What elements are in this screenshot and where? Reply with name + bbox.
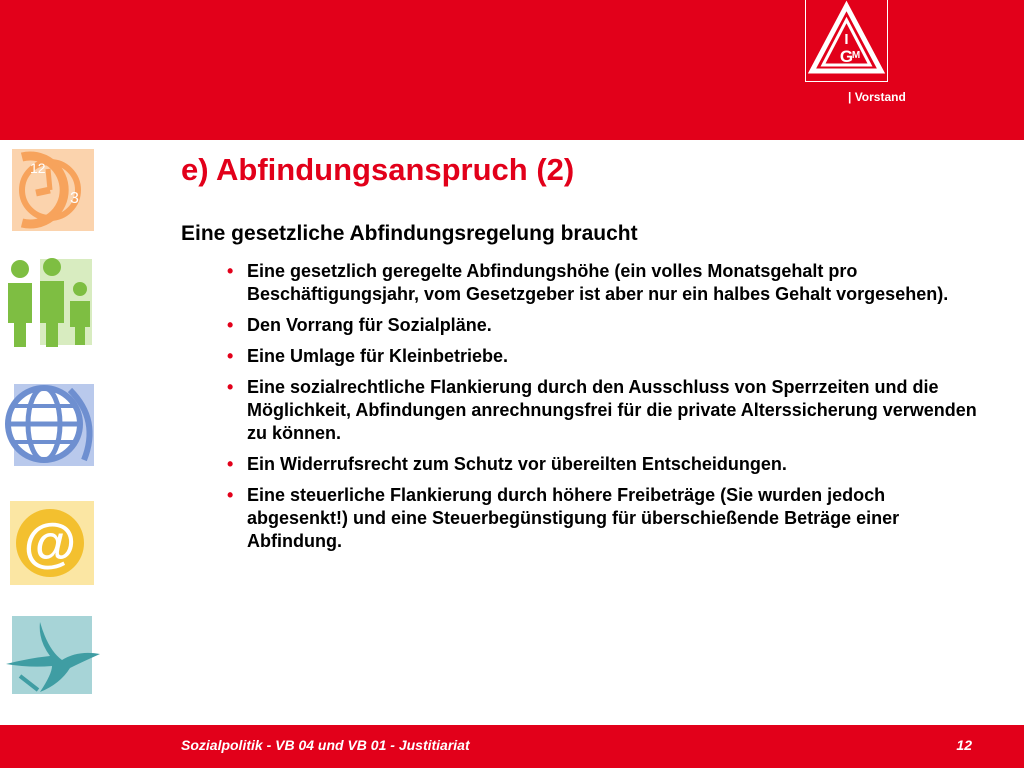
bullet-text: Eine Umlage für Kleinbetriebe. <box>247 346 509 366</box>
at-sign-icon <box>0 495 110 590</box>
svg-text:12: 12 <box>30 160 46 176</box>
list-item <box>219 345 989 368</box>
page-number: 12 <box>956 737 972 753</box>
bullet-text: Eine steuerliche Flankierung durch höhere Freibeträge (Sie wurden jedoch abgesenkt!) und eine Steuerbegünstigung für überschießende Beträge einer Abfindung. <box>247 485 900 551</box>
slide-subtitle: Eine gesetzliche Abfindungsregelung braucht <box>181 222 638 245</box>
bullet-dot-icon: • <box>227 454 234 474</box>
svg-text:@: @ <box>23 513 77 573</box>
bullet-text: Eine sozialrechtliche Flankierung durch den Ausschluss von Sperrzeiten und die Möglichkeit, Abfindungen anrechnungsfrei für die private Alterssicherung verwenden zu können. <box>247 377 977 443</box>
bullet-text: Eine gesetzlich geregelte Abfindungshöhe (ein volles Monatsgehalt pro Beschäftigungsjahr, vom Gesetzgeber ist aber nur ein halbes Gehalt vorgesehen). <box>247 261 949 304</box>
org-label: | Vorstand <box>848 90 906 104</box>
bullet-dot-icon: • <box>227 377 234 397</box>
bullet-text: Den Vorrang für Sozialpläne. <box>247 315 492 335</box>
bullet-list <box>219 260 989 561</box>
svg-text:G: G <box>839 47 854 66</box>
svg-text:I: I <box>844 31 849 48</box>
bullet-dot-icon: • <box>227 346 234 366</box>
bullet-dot-icon: • <box>227 485 234 505</box>
family-icon <box>0 255 110 350</box>
header-bar <box>0 0 1024 140</box>
slide-title: e) Abfindungsanspruch (2) <box>181 152 575 187</box>
list-item <box>219 260 989 306</box>
bullet-dot-icon: • <box>227 261 234 281</box>
svg-text:M: M <box>851 50 861 61</box>
bird-icon <box>0 610 110 700</box>
svg-text:3: 3 <box>70 190 79 207</box>
bullet-dot-icon: • <box>227 315 234 335</box>
list-item <box>219 314 989 337</box>
list-item <box>219 484 989 553</box>
list-item <box>219 376 989 445</box>
list-item <box>219 453 989 476</box>
footer-text: Sozialpolitik - VB 04 und VB 01 - Justitiariat <box>181 737 470 753</box>
ig-metall-logo <box>805 0 888 82</box>
bullet-text: Ein Widerrufsrecht zum Schutz vor übereilten Entscheidungen. <box>247 454 787 474</box>
clock-icon <box>0 145 110 235</box>
footer-bar <box>0 725 1024 768</box>
globe-icon <box>0 380 110 470</box>
